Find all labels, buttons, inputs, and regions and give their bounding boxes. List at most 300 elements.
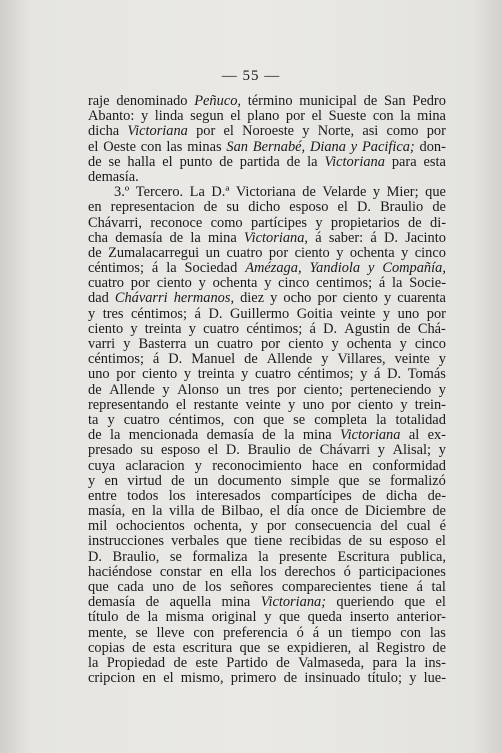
word: villa [168,503,195,520]
word: de [88,153,102,170]
text-line [88,261,446,276]
word: Guillermo [230,305,290,322]
word: que [239,639,261,656]
word: di- [430,214,446,231]
text-line [88,170,446,185]
text-line [88,337,446,352]
word: para [391,153,417,170]
word: queriendo [336,594,394,611]
word: virtud [127,472,162,489]
italic-word: Victoriana [127,123,188,140]
word: con [233,411,255,428]
word: interesados [195,487,261,504]
word: comparecientes [281,579,372,595]
word: título; [367,670,402,687]
word: por [426,123,446,140]
word: demasía [88,594,136,611]
word: cada [117,579,144,595]
word: y [302,123,310,140]
word: D. [357,199,371,216]
word: ciento [357,396,394,413]
italic-word: Amézaga, [245,260,302,277]
word: y [107,411,115,428]
word: Braulio [247,442,291,459]
word: de [126,609,140,626]
word: y [438,381,446,398]
word: ochenta [349,244,395,261]
word: recibidas [289,533,342,550]
italic-word: y [368,260,375,277]
word: presente [279,548,327,565]
word: demasía [115,229,163,246]
word: dicha [88,123,120,140]
word: de [88,427,102,444]
word: esposo [160,442,201,459]
word: por [116,366,136,383]
word: Allende [266,351,313,368]
word: veinte [245,396,281,413]
text-line [88,565,446,580]
italic-word: Victoriana; [260,594,326,611]
word: Propiedad [106,654,166,671]
text-line [88,109,446,124]
word: un [193,472,209,489]
word: cinco [414,244,446,261]
text-line [88,185,446,200]
word: ó [296,624,304,641]
word: su [226,199,240,216]
word: en [131,503,146,520]
word: término [247,93,293,109]
word: mente, [88,624,127,641]
word: el [163,670,174,687]
text-line [88,474,446,489]
word: ciento [142,366,178,383]
word: y [241,366,249,383]
word: la [147,609,158,626]
word: y [194,457,202,474]
word: del [380,518,398,535]
word: escritura [182,639,233,656]
word: Jacinto [405,229,446,246]
italic-word: Bernabé, [252,138,306,155]
word: formaliza [192,548,248,565]
word: céntimos; [131,305,188,322]
word: municipal [299,93,357,109]
word: Tomás [407,366,446,383]
word: treinta [197,366,235,383]
text-line [88,367,446,382]
word: la [392,275,403,292]
word: y [401,244,409,261]
word: Socie- [409,275,446,292]
word: la [190,229,201,246]
word: y [88,305,96,322]
word: en [142,670,156,687]
word: ochenta, [193,518,242,535]
word: demasía. [88,168,139,185]
word: la [400,108,411,125]
italic-word: Victoriana, [243,229,309,246]
word: de [362,487,376,504]
word: y [383,290,392,307]
word: que [404,594,426,611]
word: y [382,305,391,322]
word: el [311,108,323,125]
word: Noroeste [242,123,295,140]
word: el [88,138,99,155]
text-line [88,307,446,322]
word: todos [127,487,159,504]
word: este [195,654,218,671]
text-line [88,656,446,671]
word: totalidad [395,411,446,428]
word: por [317,290,337,307]
word: á [374,366,381,383]
word: mismo, [180,670,224,687]
word: reconoce [150,214,203,231]
word: el [435,533,446,550]
word: compartícipes [271,487,352,504]
word: el [269,503,281,520]
word: original [211,609,257,626]
word: por [261,336,281,352]
word: formalizó [389,472,446,489]
word: raje [88,93,110,109]
text-line [88,671,446,686]
word: once [311,503,339,520]
word: plano [247,108,280,125]
text-line [88,489,446,504]
italic-word: Compañía, [382,260,446,277]
word: Mier; [386,184,419,201]
word: se [135,624,148,641]
word: participaciones [358,563,446,580]
word: y [372,184,381,201]
word: y [88,472,96,489]
word: é [439,518,446,535]
word: y [162,381,170,398]
text-line [88,595,446,610]
word: por [130,275,150,292]
word: por [331,396,351,413]
word: que [279,609,300,626]
word: esposo [289,199,329,216]
word: mina [207,229,237,246]
word: un [205,244,221,261]
word: el [337,199,348,216]
text-line [88,352,446,367]
word: y [438,442,446,459]
word: de [276,654,290,671]
word: por [276,381,297,398]
text-line [88,443,446,458]
word: copias [88,639,125,656]
word: de [262,427,276,444]
word: cuatro [226,244,263,261]
word: Chávarri [319,442,371,459]
word: cuarenta [397,290,446,307]
word: esposo [389,533,429,550]
word: representando [88,396,169,413]
text-line [88,124,446,139]
word: demasía [206,427,254,444]
italic-word: y [350,138,358,155]
word: de [397,320,411,337]
word: ciento; [303,381,343,398]
word: cuatro [88,275,124,292]
word: tiene [379,579,408,595]
word: cha [88,229,108,246]
word: Manuel [191,351,236,368]
word: ciento [88,320,124,337]
text-line [88,140,446,155]
word: de [432,503,446,520]
text-line [88,216,446,231]
word: de [88,244,102,261]
word: en [209,563,224,580]
word: mencionada [128,427,199,444]
word: como [386,123,419,140]
text-line [88,428,446,443]
word: y [400,396,408,413]
word: Norte, [317,123,355,140]
text-line [88,580,446,595]
word: á [416,579,423,595]
word: D. [387,366,402,383]
word: cuya [88,457,116,474]
text-line [88,534,446,549]
word: tres [248,381,270,398]
word: tal [431,579,446,595]
word: veinte [340,305,376,322]
word: aclaracion [125,457,185,474]
word: mina [302,427,332,444]
word: de [132,639,146,656]
word: con [193,624,215,641]
word: don- [419,138,446,155]
word: de [344,503,359,520]
word: reconocimiento [212,457,302,474]
word: y [123,336,131,352]
text-line [88,383,446,398]
word: partida [239,153,280,170]
word: de [286,153,301,170]
word: tiempo [351,624,392,641]
text-line [88,291,446,306]
text-line [88,231,446,246]
word: Pedro [412,93,446,109]
word: la [166,260,177,277]
word: ochenta [346,336,392,352]
word: de- [427,487,446,504]
text-line [88,155,446,170]
word: Braulio [380,199,424,216]
word: la [284,427,295,444]
word: el [175,396,187,413]
word: y [360,366,368,383]
word: varri [88,336,116,352]
word: y [264,275,272,292]
word: y [315,214,323,231]
text-line [88,200,446,215]
word: de [432,639,446,656]
word: linda [154,108,184,125]
word: un [194,336,209,352]
word: Chávarri, [88,214,142,231]
word: título [88,609,119,626]
word: uno [397,305,420,322]
word: céntimos; [88,260,144,277]
word: masía, [88,503,126,520]
text-line [88,610,446,625]
text-line [88,276,446,291]
word: por [196,123,216,140]
word: minas [187,138,222,155]
word: ochocientos [116,518,185,535]
word: preferencia [223,624,288,641]
word: su [369,533,383,550]
word: insinuado [304,670,361,687]
word: y [331,336,339,352]
word: tres [102,305,124,322]
word: la [88,654,99,671]
word: con [400,624,421,641]
word: primero [230,670,277,687]
word: esta [152,639,176,656]
word: Sociedad [184,260,238,277]
text-line [88,398,446,413]
word: al [408,427,420,444]
body-text [88,94,446,686]
word: uno [152,579,174,595]
word: Braulio, [112,548,160,565]
word: por [285,108,306,125]
word: verbales [171,533,220,550]
word: publica, [400,548,446,565]
word: haciéndose [88,563,152,580]
word: D. [88,548,102,565]
word: segun [190,108,224,125]
word: documento [217,472,282,489]
word: las [166,138,183,155]
word: en [88,199,102,216]
page-number: — 55 — [221,68,281,84]
word: ex- [427,427,446,444]
word: Diciembre [365,503,426,520]
word: uno [88,366,110,383]
word: de [173,654,188,671]
word: se [169,548,182,565]
word: ins- [424,654,446,671]
word: Basterra [138,336,187,352]
text-line [88,322,446,337]
word: Alisal; [392,442,432,459]
word: misma [165,609,204,626]
text-line [88,626,446,641]
word: que [338,472,360,489]
word: céntimos; [88,351,144,368]
word: cripcion [88,670,136,687]
word: Sueste [328,108,367,125]
word: instrucciones [88,533,164,550]
word: Partido [226,654,268,671]
word: su [140,442,154,459]
word: D. [323,320,338,337]
word: de [145,594,160,611]
word: tiene [254,533,283,550]
word: D. [225,442,240,459]
word: al [358,639,369,656]
word: como [210,214,243,231]
word: céntimos; [297,366,354,383]
word: de [201,503,215,520]
word: los [259,563,277,580]
word: Zumalacarregui [108,244,200,261]
word: y [409,670,417,687]
word: lue- [423,670,446,687]
word: diez [240,290,265,307]
word: un [328,624,343,641]
word: perteneciendo [350,381,432,398]
italic-word: San [226,138,248,155]
word: que [226,533,248,550]
word: los [204,579,222,595]
word: asi [362,123,379,140]
word: se [267,639,280,656]
word: los [168,487,186,504]
word: esta [423,153,446,170]
word: cuatro [123,411,160,428]
word: Tercero. [135,184,184,201]
word: halla [127,153,156,170]
word: cinco [278,275,310,292]
word: á [378,275,386,292]
word: consecuencia [294,518,372,535]
word: Chá- [417,320,446,337]
word: D. [168,351,183,368]
word: el [162,153,173,170]
word: Agustin [344,320,390,337]
word: Goitia [296,305,333,322]
word: á [194,305,201,322]
word: y [321,351,329,368]
italic-word: Victoriana [339,427,401,444]
word: céntimos, [168,411,225,428]
word: Victoriana [235,184,296,201]
word: el [223,123,234,140]
word: D. [208,305,223,322]
word: con [140,138,162,155]
word: se [293,411,306,428]
word: y [270,290,278,307]
italic-word: Yandiola [309,260,361,277]
word: cuatro [254,366,291,383]
word: ella [231,563,252,580]
word: queda [307,609,343,626]
word: y [377,442,385,459]
word: mil [88,518,108,535]
word: constar [159,563,202,580]
word: saber: [328,229,364,246]
word: cinco [414,336,446,352]
text-line [88,519,446,534]
word: simple [290,472,330,489]
word: de [171,472,185,489]
word: por [266,518,286,535]
word: por [268,244,289,261]
word: ciento [156,275,192,292]
